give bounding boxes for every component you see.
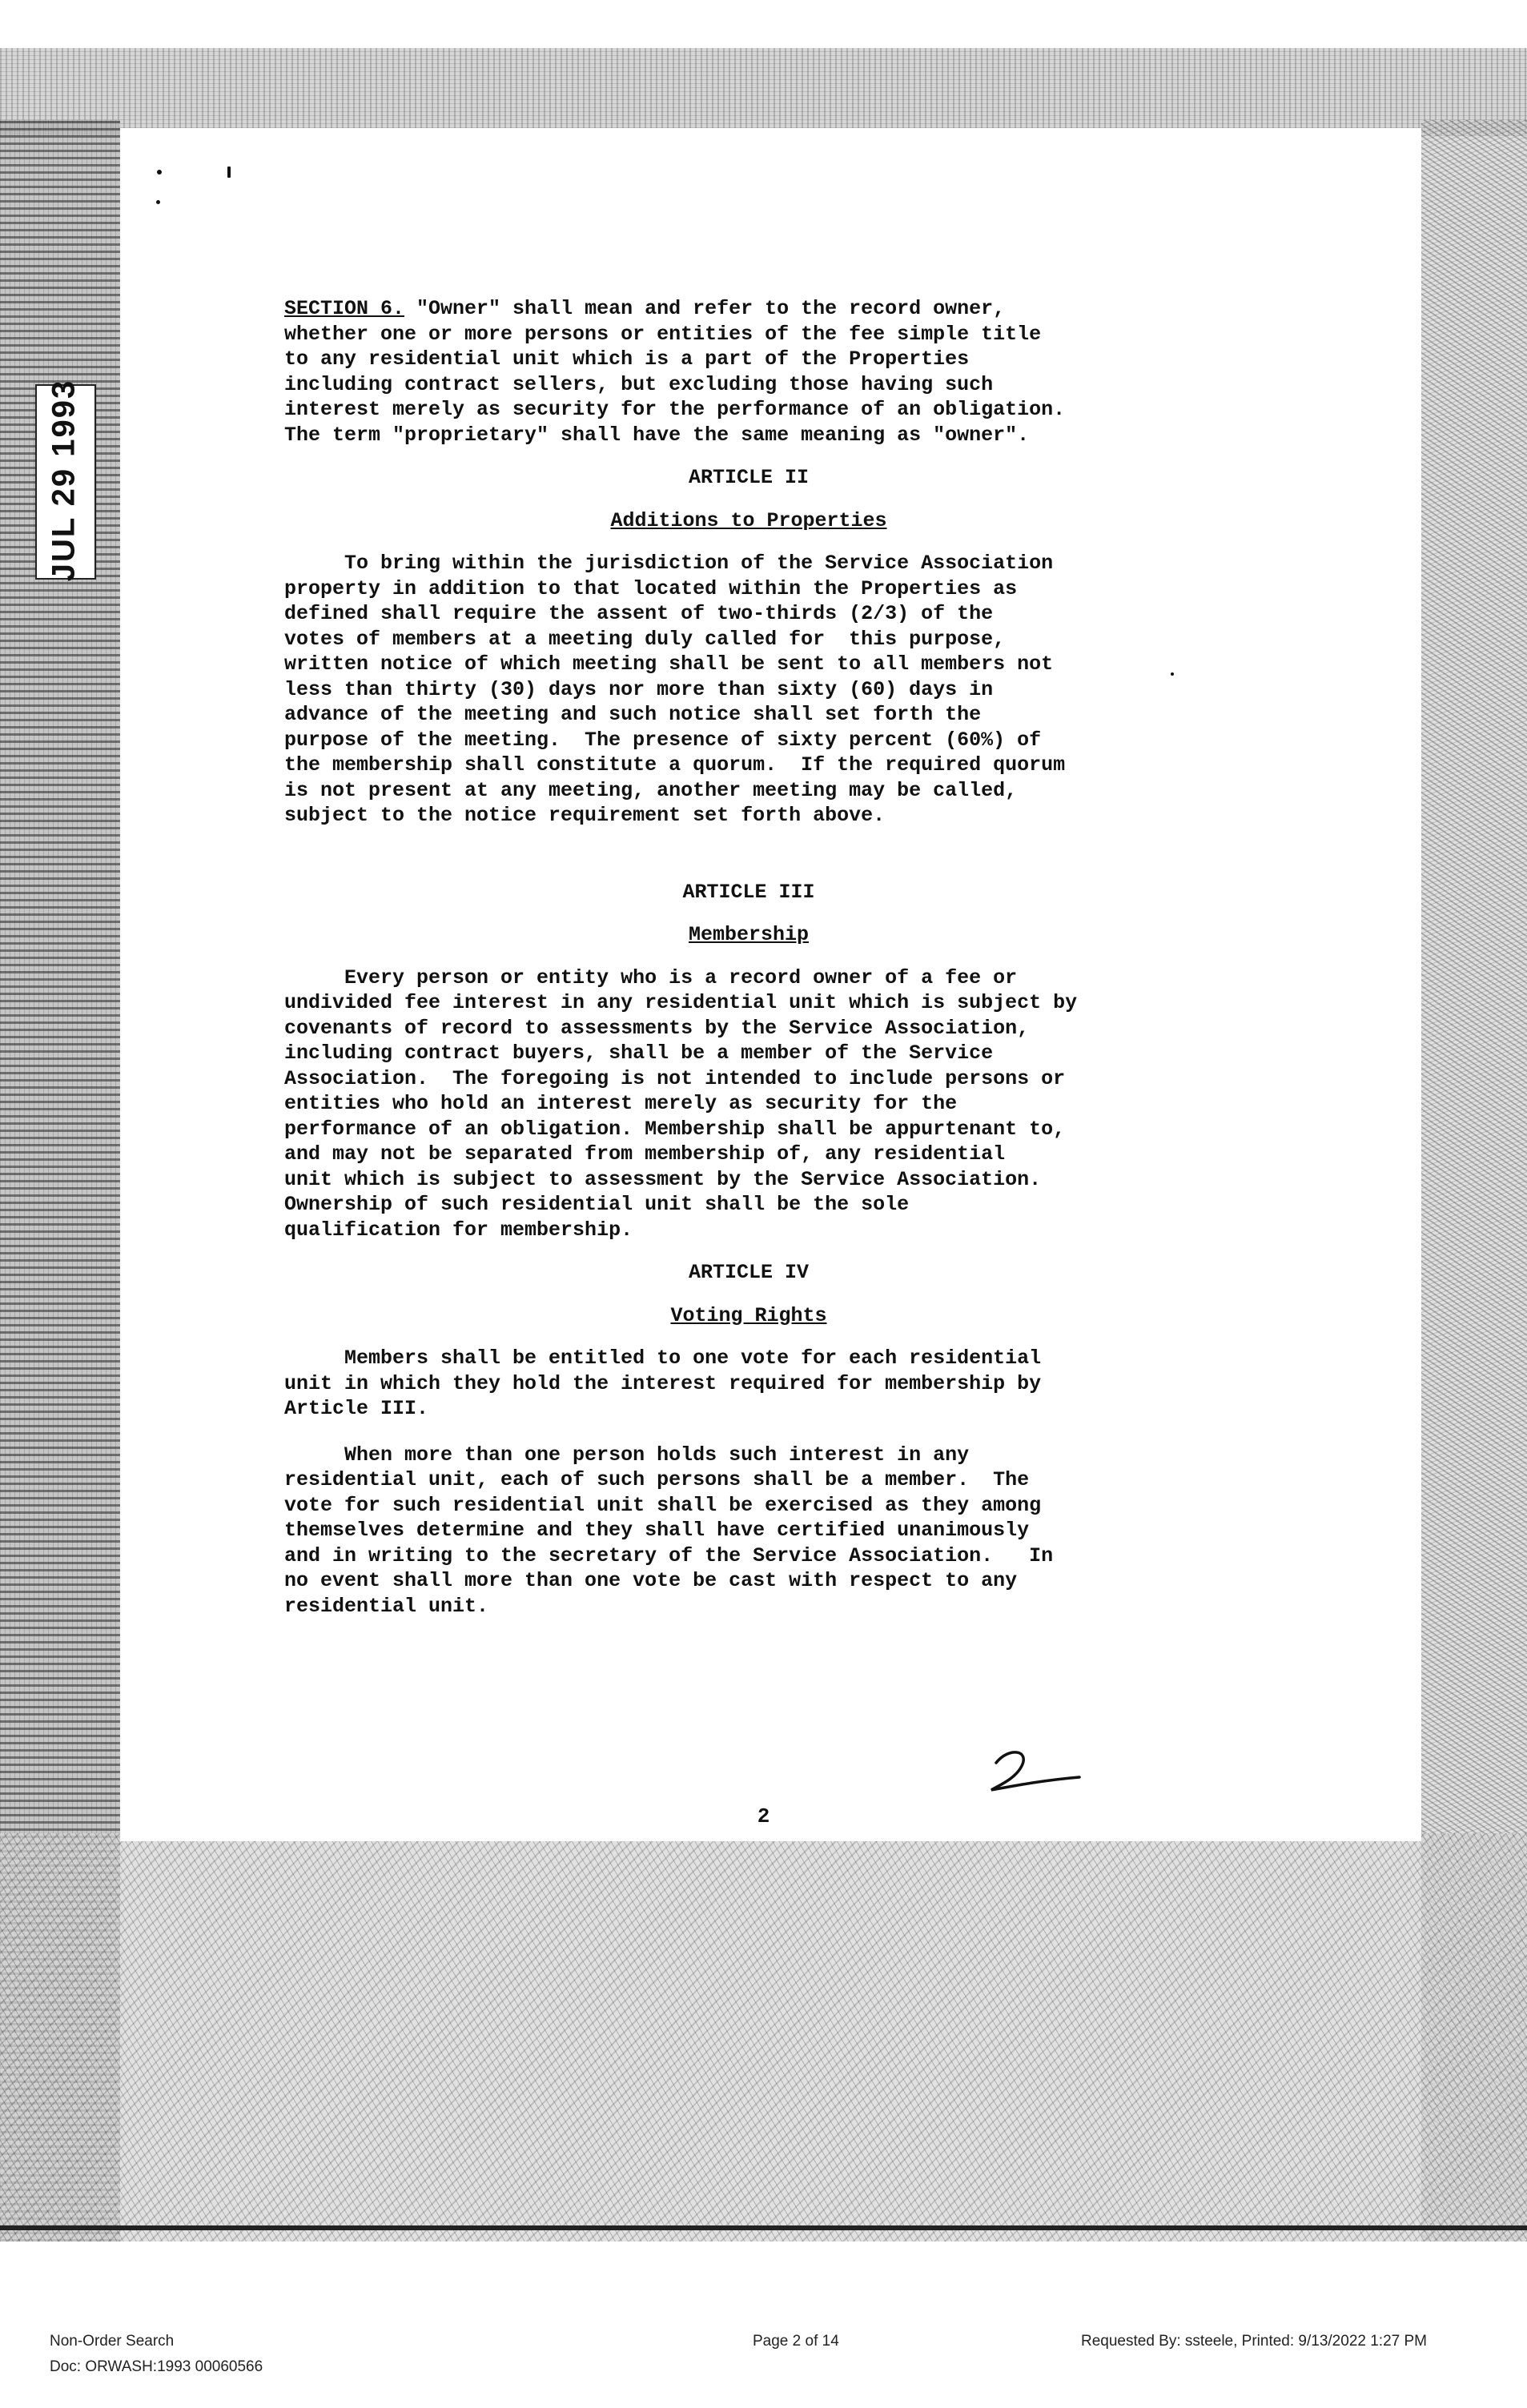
text-line: vote for such residential unit shall be exercised as they among [284,1493,1042,1517]
scan-margin-top [0,0,1527,48]
article-3-body [284,965,1213,1243]
section-6 [284,296,1213,447]
text-line: Members shall be entitled to one vote for each residential [284,1346,1042,1370]
text-line: including contract buyers, shall be a member of the Service [284,1041,994,1065]
date-stamp: JUL 29 1993 [46,379,82,582]
footer-doc-id: Doc: ORWASH:1993 00060566 [50,2358,263,2375]
text-line: entities who hold an interest merely as security for the [284,1092,958,1115]
article-3-heading: ARTICLE III [682,880,815,904]
text-line: residential unit, each of such persons shall be a member. The [284,1468,1030,1491]
article-4-paragraph-2 [284,1443,1213,1619]
text-line: qualification for membership. [284,1218,633,1242]
text-line: written notice of which meeting shall be sent to all members not [284,652,1054,676]
text-line: and may not be separated from membership of, any residential [284,1142,1006,1166]
article-3-subheading: Membership [688,923,810,946]
handwritten-page-mark [985,1745,1089,1801]
text-line: is not present at any meeting, another meeting may be called, [284,778,1018,802]
text-line: residential unit. [284,1594,489,1618]
text-line: covenants of record to assessments by the Service Association, [284,1016,1030,1040]
text-line: including contract sellers, but excluding those having such [284,372,994,396]
text-line: When more than one person holds such interest in any [284,1443,970,1467]
page-number: 2 [757,1804,770,1828]
text-line: themselves determine and they shall have certified unanimously [284,1519,1030,1542]
text-line: Article III. [284,1397,429,1420]
scan-bottom-rule [0,2225,1527,2230]
article-4-subheading: Voting Rights [670,1303,827,1327]
text-line: undivided fee interest in any residential unit which is subject by [284,991,1078,1014]
text-line: advance of the meeting and such notice shall set forth the [284,703,982,726]
text-line: To bring within the jurisdiction of the Service Association [284,552,1054,575]
article-4-paragraph-1 [284,1346,1213,1422]
footer-page-count: Page 2 of 14 [753,2333,839,2350]
text-line: and in writing to the secretary of the Service Association. In [284,1543,1054,1567]
article-2-subheading: Additions to Properties [610,508,887,532]
article-4-heading: ARTICLE IV [688,1261,810,1284]
scan-noise-bottom [0,1833,1527,2241]
speck [157,170,162,175]
speck [227,167,231,178]
document-body [284,296,1213,1619]
text-line: unit in which they hold the interest required for membership by [284,1371,1042,1395]
article-2-heading: ARTICLE II [688,466,810,489]
text-line: whether one or more persons or entities of the fee simple title [284,322,1042,346]
text-line: performance of an obligation. Membership shall be appurtenant to, [284,1117,1066,1141]
text-line: the membership shall constitute a quorum. If the required quorum [284,753,1066,777]
text-line: to any residential unit which is a part of the Properties [284,347,970,371]
print-footer [0,2322,1527,2408]
text-line: interest merely as security for the performance of an obligation. [284,398,1066,421]
text-line: votes of members at a meeting duly called for this purpose, [284,627,1006,651]
text-line: unit which is subject to assessment by the Service Association. [284,1167,1042,1191]
text-line: defined shall require the assent of two-thirds (2/3) of the [284,602,994,625]
article-2-body [284,551,1213,829]
section-6-label: SECTION 6. [284,297,405,320]
text-line: Every person or entity who is a record owner of a fee or [284,965,1018,989]
text-line: subject to the notice requirement set forth above. [284,804,886,827]
text-line: Ownership of such residential unit shall be the sole [284,1193,910,1216]
text-line: Association. The foregoing is not intended to include persons or [284,1066,1066,1090]
text-line: no event shall more than one vote be cast with respect to any [284,1569,1018,1592]
speck [156,200,160,204]
text-line: "Owner" shall mean and refer to the record owner, [404,297,1006,320]
footer-search-type: Non-Order Search [50,2333,175,2350]
footer-request-info: Requested By: ssteele, Printed: 9/13/2022 1:27 PM [1081,2333,1427,2350]
text-line: property in addition to that located within the Properties as [284,576,1018,600]
text-line: The term "proprietary" shall have the same meaning as "owner". [284,423,1030,447]
text-line: purpose of the meeting. The presence of sixty percent (60%) of [284,728,1042,752]
text-line: less than thirty (30) days nor more than sixty (60) days in [284,677,994,701]
